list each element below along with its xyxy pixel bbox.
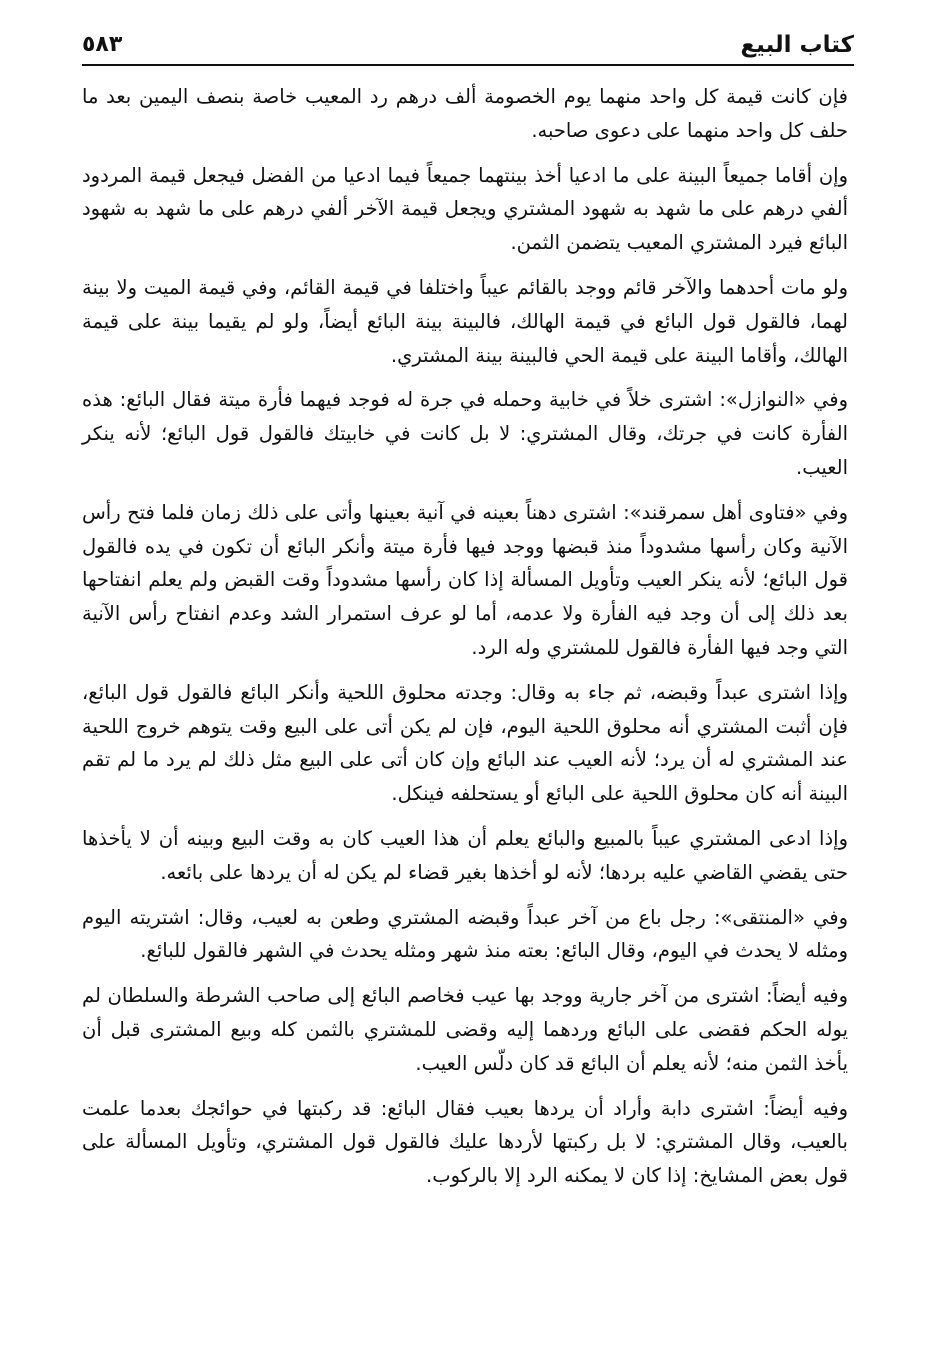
- book-title: كتاب البيع: [740, 32, 854, 58]
- running-header: [82, 26, 854, 60]
- paragraph-8: وفي «المنتقى»: رجل باع من آخر عبداً وقبضه المشتري وطعن به لعيب، وقال: اشتريته اليوم ومثله لا يحدث في اليوم، وقال البائع: بعته منذ شهر ومثله يحدث في الشهر فالقول للبائع.: [82, 905, 848, 963]
- paragraph-1: فإن كانت قيمة كل واحد منهما يوم الخصومة ألف درهم رد المعيب خاصة بنصف اليمين بعد ما حلف كل واحد منهما على دعوى صاحبه.: [82, 85, 848, 142]
- paragraph-6: وإذا اشترى عبداً وقبضه، ثم جاء به وقال: وجدته محلوق اللحية وأنكر البائع فالقول قول البائع، فإن أثبت المشتري أنه محلوق اللحية اليوم، فإن لم يكن أتى على البيع وقت يتوهم خروج اللحية عند المشتري له أن يرد؛ لأنه العيب عند البائع وإن كان أتى على البيع مثل ذلك لم يرد ما لم تقم البينة أنه كان محلوق اللحية على البائع أو يستحلفه فينكل.: [82, 680, 848, 806]
- header-rule: [82, 64, 854, 66]
- paragraph-7: وإذا ادعى المشتري عيباً بالمبيع والبائع يعلم أن هذا العيب كان به وقت البيع وبينه أن لا يأخذها حتى يقضي القاضي عليه بردها؛ لأنه لو أخذها بغير قضاء لم يكن له أن يردها على بائعه.: [82, 826, 848, 884]
- paragraph-10: وفيه أيضاً: اشترى دابة وأراد أن يردها بعيب فقال البائع: قد ركبتها في حوائجك بعدما علمت بالعيب، وقال المشتري: لا بل ركبتها لأردها عليك فالقول قول المشتري، وتأويل المسألة على قول بعض المشايخ: إذا كان لا يمكنه الرد إلا بالركوب.: [82, 1096, 848, 1188]
- paragraph-4: وفي «النوازل»: اشترى خلاً في خابية وحمله في جرة له فوجد فيهما فأرة ميتة فقال البائع: هذه الفأرة كانت في جرتك، وقال المشتري: لا بل كانت في خابيتك فالقول قول البائع؛ لأنه ينكر العيب.: [82, 388, 848, 479]
- paragraph-2: وإن أقاما جميعاً البينة على ما ادعيا أخذ بينتهما جميعاً فيما ادعيا من الفضل فيجعل قيمة المردود ألفي درهم على ما شهد به شهود المشتري ويجعل قيمة الآخر ألفي درهم على ما شهد به شهود البائع فيرد المشتري المعيب يتضمن الثمن.: [82, 163, 848, 255]
- paragraph-5: وفي «فتاوى أهل سمرقند»: اشترى دهناً بعينه في آنية بعينها وأتى على ذلك زمان فلما فتح رأس الآنية وكان رأسها مشدوداً منذ قبضها ووجد فيها فأرة ميتة وأنكر البائع أن تكون في يده فالقول قول البائع؛ لأنه ينكر العيب وتأويل المسألة إذا كان رأسها مشدوداً وقت القبض ولم يعلم انفتاحها بعد ذلك إلى أن وجد فيه الفأرة ولا عدمه، أما لو عرف استمرار الشد وعدم انفتاح رأس الآنية التي وجد فيها الفأرة فالقول للمشتري وله الرد.: [82, 500, 848, 659]
- paragraph-3: ولو مات أحدهما والآخر قائم ووجد بالقائم عيباً واختلفا في قيمة القائم، وفي قيمة الميت ولا بينة لهما، فالقول قول البائع في قيمة الهالك، فالبينة بينة البائع أيضاً، ولو لم يقيما بينة على قيمة الهالك، وأقاما البينة على قيمة الحي فالبينة بينة المشتري.: [82, 275, 848, 367]
- paragraph-9: وفيه أيضاً: اشترى من آخر جارية ووجد بها عيب فخاصم البائع إلى صاحب الشرطة والسلطان لم يوله الحكم فقضى على البائع وردهما إليه وقضى للمشتري بالثمن كله وبيع المشترى قبل أن يأخذ الثمن منه؛ لأنه يعلم أن البائع قد كان دلّس العيب.: [82, 984, 848, 1075]
- body-text: [82, 80, 848, 1204]
- page-number: ٥٨٣: [82, 32, 123, 57]
